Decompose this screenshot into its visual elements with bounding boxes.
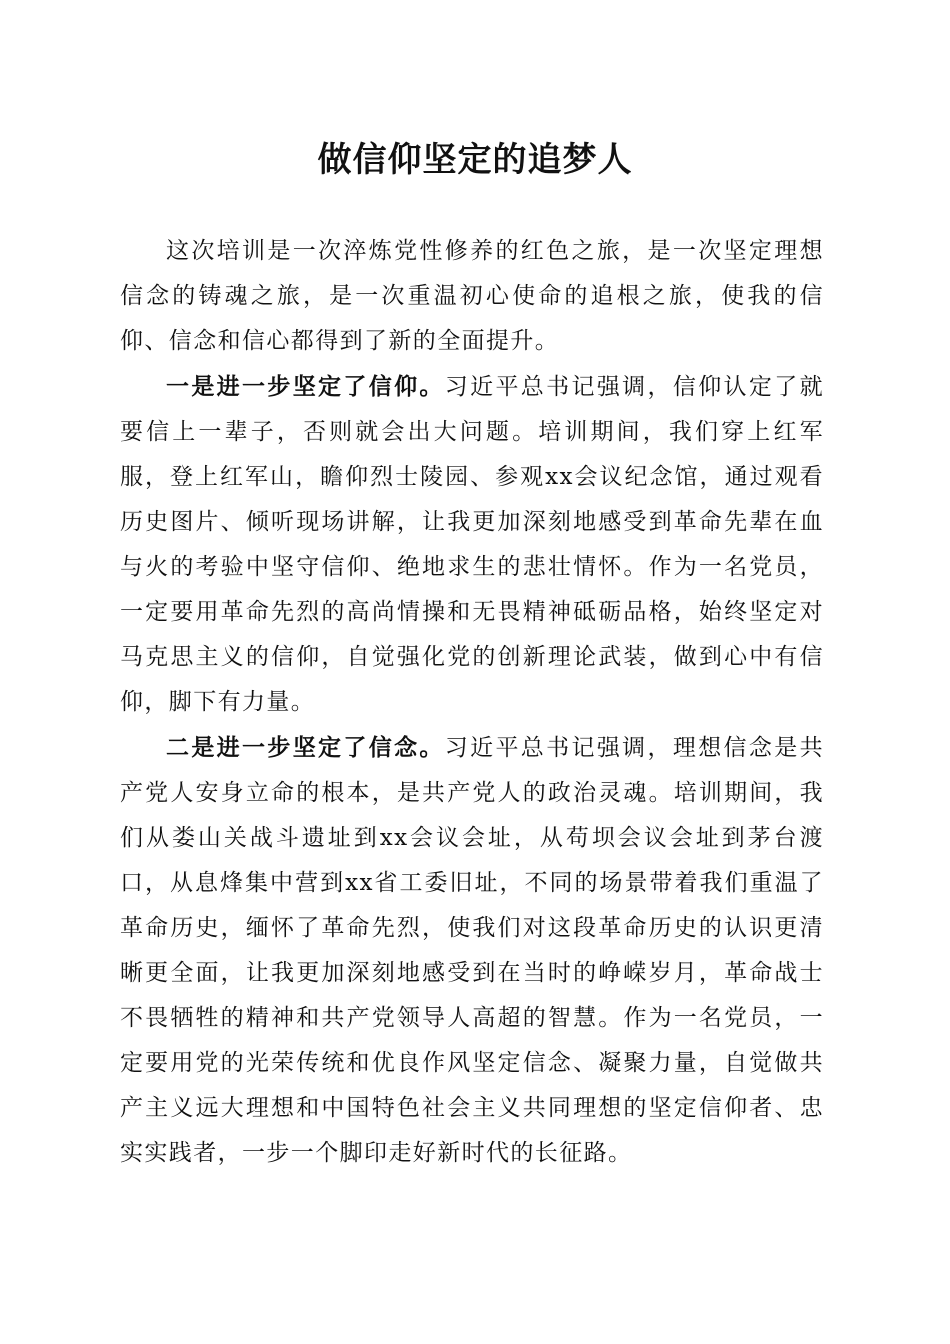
paragraph-faith-text: 习近平总书记强调，信仰认定了就要信上一辈子，否则就会出大问题。培训期间，我们穿上红军服，登上红军山，瞻仰烈士陵园、参观xx会议纪念馆，通过观看历史图片、倾听现场讲解，让我更加深刻地感受到革命先辈在血与火的考验中坚守信仰、绝地求生的悲壮情怀。作为一名党员，一定要用革命先烈的高尚情操和无畏精神砥砺品格，始终坚定对马克思主义的信仰，自觉强化党的创新理论武装，做到心中有信仰，脚下有力量。 — [120, 374, 824, 715]
document-title: 做信仰坚定的追梦人 — [317, 140, 633, 180]
document-body — [120, 229, 824, 1176]
paragraph-intro — [120, 229, 824, 364]
paragraph-faith-lead: 一是进一步坚定了信仰。 — [166, 373, 445, 400]
paragraph-faith — [120, 364, 824, 725]
paragraph-conviction-lead: 二是进一步坚定了信念。 — [166, 734, 445, 761]
paragraph-intro-text: 这次培训是一次淬炼党性修养的红色之旅，是一次坚定理想信念的铸魂之旅，是一次重温初心使命的追根之旅，使我的信仰、信念和信心都得到了新的全面提升。 — [120, 238, 824, 354]
paragraph-conviction — [120, 725, 824, 1176]
paragraph-conviction-text: 习近平总书记强调，理想信念是共产党人安身立命的根本，是共产党人的政治灵魂。培训期间，我们从娄山关战斗遗址到xx会议会址，从苟坝会议会址到茅台渡口，从息烽集中营到xx省工委旧址，不同的场景带着我们重温了革命历史，缅怀了革命先烈，使我们对这段革命历史的认识更清晰更全面，让我更加深刻地感受到在当时的峥嵘岁月，革命战士不畏牺牲的精神和共产党领导人高超的智慧。作为一名党员，一定要用党的光荣传统和优良作风坚定信念、凝聚力量，自觉做共产主义远大理想和中国特色社会主义共同理想的坚定信仰者、忠实实践者，一步一个脚印走好新时代的长征路。 — [120, 735, 824, 1166]
